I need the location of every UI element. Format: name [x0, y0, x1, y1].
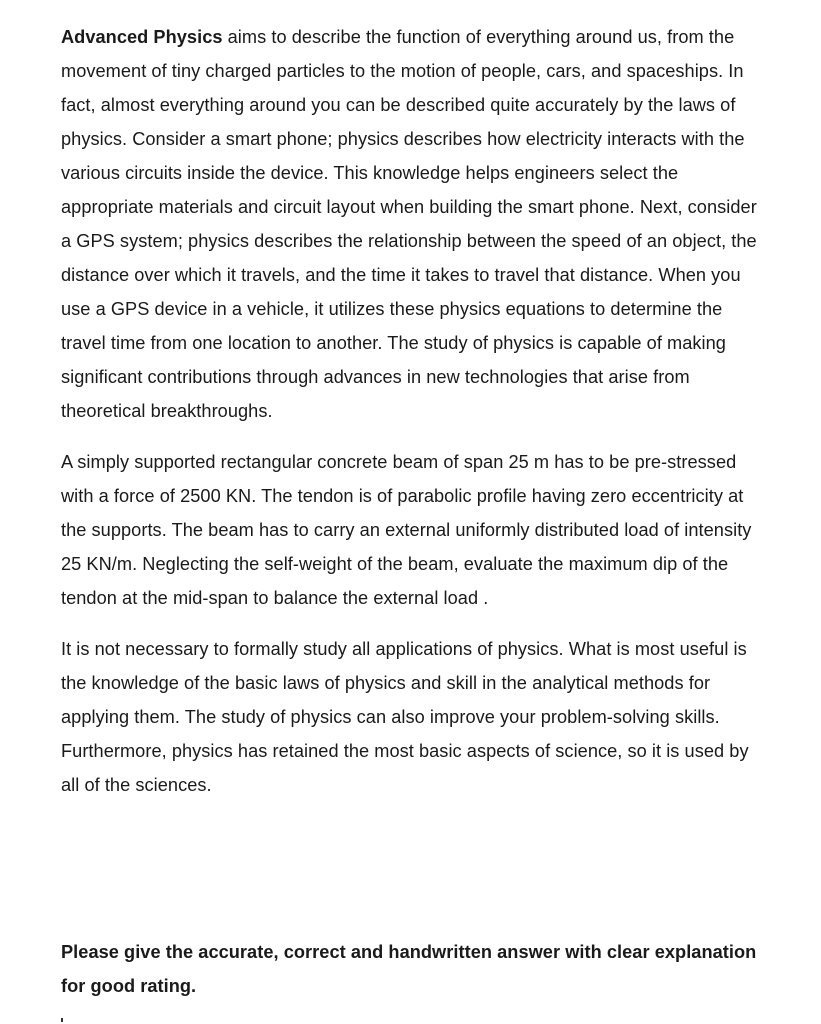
- outro-paragraph: It is not necessary to formally study all applications of physics. What is most useful is the knowledge of the basic laws of physics and skill in the analytical methods for applying them. The study of physics can also improve your problem-solving skills. Furthermore, physics has retained the most basic aspects of science, so it is used by all of the sciences.: [61, 639, 749, 795]
- stray-mark: [61, 1018, 63, 1022]
- intro-text: aims to describe the function of everything around us, from the movement of tiny charged particles to the motion of people, cars, and spaceships. In fact, almost everything around you can be described quite accurately by the laws of physics. Consider a smart phone; physics describes how electricity interacts with the various circuits inside the device. This knowledge helps engineers select the appropriate materials and circuit layout when building the smart phone. Next, consider a GPS system; physics describes the relationship between the speed of an object, the distance over which it travels, and the time it takes to travel that distance. When you use a GPS device in a vehicle, it utilizes these physics equations to determine the travel time from one location to another. The study of physics is capable of making significant contributions through advances in new technologies that arise from theoretical breakthroughs.: [61, 27, 757, 421]
- problem-paragraph: A simply supported rectangular concrete beam of span 25 m has to be pre-stressed with a force of 2500 KN. The tendon is of parabolic profile having zero eccentricity at the supports. The beam has to carry an external uniformly distributed load of intensity 25 KN/m. Neglecting the self-weight of the beam, evaluate the maximum dip of the tendon at the mid-span to balance the external load .: [61, 452, 752, 608]
- document-body: [61, 20, 769, 802]
- intro-paragraph: [61, 20, 769, 428]
- closing-note: Please give the accurate, correct and handwritten answer with clear explanation for good rating.: [61, 942, 757, 996]
- intro-lead-bold: Advanced Physics: [61, 27, 223, 47]
